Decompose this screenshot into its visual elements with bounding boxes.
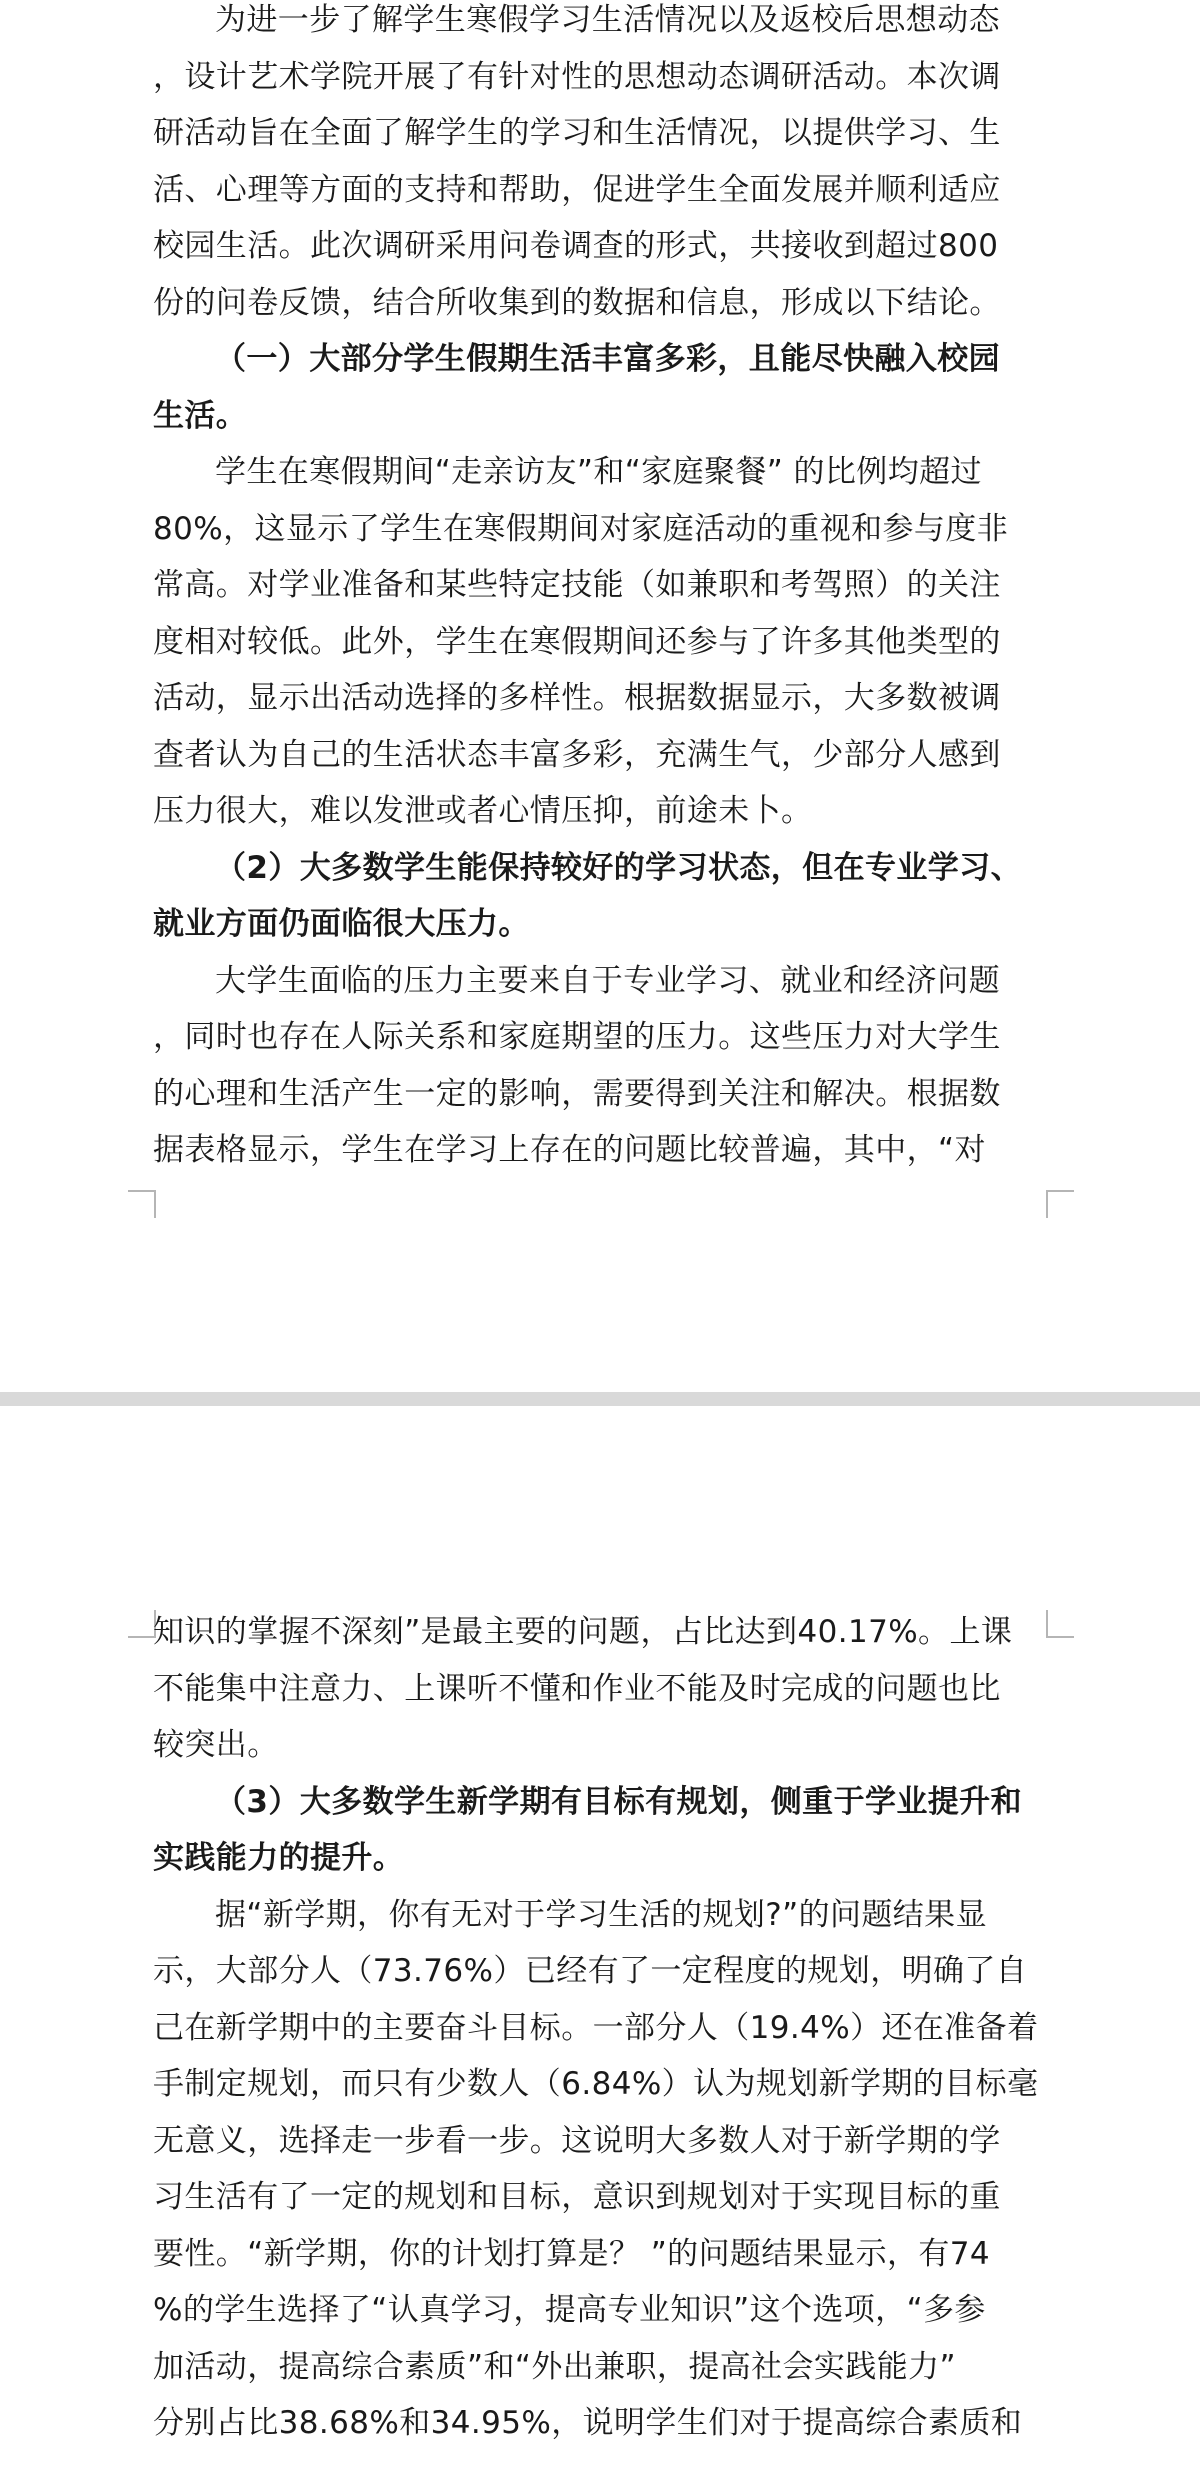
text-line: 分别占比38.68%和34.95%，说明学生们对于提高综合素质和 [153, 2405, 1023, 2441]
section-heading: 就业方面仍面临很大压力。 [153, 906, 530, 942]
text-line: 较突出。 [153, 1727, 279, 1763]
page-1-text [153, 0, 1047, 1179]
text-line: 要性。“新学期，你的计划打算是？ ”的问题结果显示，有74 [153, 2235, 991, 2272]
section-heading: （一）大部分学生假期生活丰富多彩，且能尽快融入校园 [215, 341, 1000, 377]
text-line: 校园生活。此次调研采用问卷调查的形式，共接收到超过800 [153, 228, 999, 264]
document-page-2 [0, 1406, 1200, 2484]
text-line: 无意义，选择走一步看一步。这说明大多数人对于新学期的学 [153, 2122, 1001, 2159]
text-line: 据“新学期，你有无对于学习生活的规划?”的问题结果显 [215, 1896, 987, 1933]
text-line: 活动，显示出活动选择的多样性。根据数据显示，大多数被调 [153, 680, 1001, 716]
text-line: 己在新学期中的主要奋斗目标。一部分人（19.4%）还在准备着 [153, 2009, 1039, 2046]
text-line: 活、心理等方面的支持和帮助，促进学生全面发展并顺利适应 [153, 171, 1001, 208]
text-line: 大学生面临的压力主要来自于专业学习、就业和经济问题 [215, 962, 1000, 999]
text-line: 查者认为自己的生活状态丰富多彩，充满生气，少部分人感到 [153, 736, 1001, 773]
text-line: 示，大部分人（73.76%）已经有了一定程度的规划，明确了自 [153, 1953, 1028, 1989]
text-line: 据表格显示，学生在学习上存在的问题比较普遍，其中，“对 [153, 1132, 986, 1168]
section-heading: （3）大多数学生新学期有目标有规划，侧重于学业提升和 [215, 1783, 1022, 1820]
text-line: %的学生选择了“认真学习，提高专业知识”这个选项，“多参 [153, 2292, 986, 2328]
text-line: 度相对较低。此外，学生在寒假期间还参与了许多其他类型的 [153, 623, 1001, 660]
page-2-text [153, 1604, 1047, 2452]
text-line: 习生活有了一定的规划和目标，意识到规划对于实现目标的重 [153, 2179, 1001, 2215]
text-line: 知识的掌握不深刻”是最主要的问题，占比达到40.17%。上课 [153, 1614, 1013, 1650]
page-corner-mark [1046, 1190, 1074, 1218]
page-separator [0, 1392, 1200, 1406]
text-line: 研活动旨在全面了解学生的学习和生活情况，以提供学习、生 [153, 115, 1001, 151]
text-line: 加活动，提高综合素质”和“外出兼职，提高社会实践能力” [153, 2348, 956, 2385]
section-heading: 实践能力的提升。 [153, 1840, 405, 1876]
section-heading: 生活。 [153, 397, 248, 434]
page-corner-mark [128, 1610, 156, 1638]
text-line: 常高。对学业准备和某些特定技能（如兼职和考驾照）的关注 [153, 567, 1001, 603]
text-line: 不能集中注意力、上课听不懂和作业不能及时完成的问题也比 [153, 1670, 1001, 1707]
page-corner-mark [128, 1190, 156, 1218]
text-line: 80%，这显示了学生在寒假期间对家庭活动的重视和参与度非 [153, 510, 1009, 547]
text-line: 学生在寒假期间“走亲访友”和“家庭聚餐” 的比例均超过 [215, 454, 982, 490]
text-line: 份的问卷反馈，结合所收集到的数据和信息，形成以下结论。 [153, 284, 1001, 321]
text-line: 手制定规划，而只有少数人（6.84%）认为规划新学期的目标毫 [153, 2066, 1039, 2102]
text-line: 的心理和生活产生一定的影响，需要得到关注和解决。根据数 [153, 1075, 1001, 1112]
text-line: ，设计艺术学院开展了有针对性的思想动态调研活动。本次调 [153, 58, 1001, 95]
text-line: ，同时也存在人际关系和家庭期望的压力。这些压力对大学生 [153, 1019, 1001, 1055]
text-line: 压力很大，难以发泄或者心情压抑，前途未卜。 [153, 793, 813, 829]
section-heading: （2）大多数学生能保持较好的学习状态，但在专业学习、 [215, 849, 1022, 886]
text-line: 为进一步了解学生寒假学习生活情况以及返校后思想动态 [215, 2, 1000, 38]
page-corner-mark [1046, 1610, 1074, 1638]
